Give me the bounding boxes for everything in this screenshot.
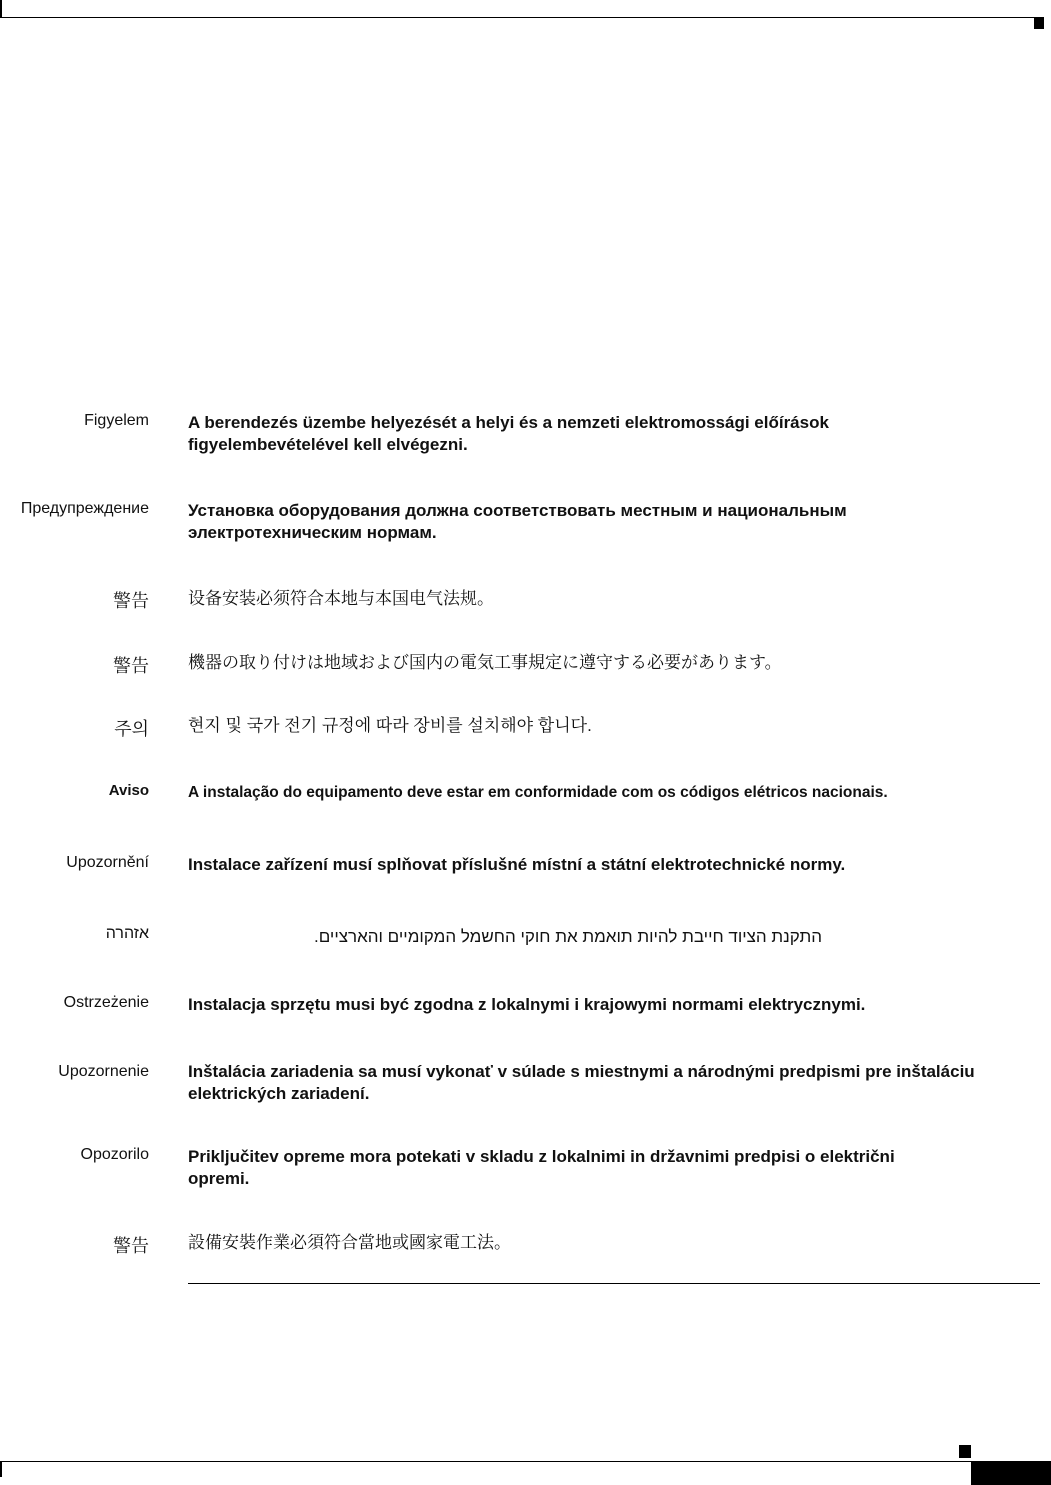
warning-text-korean: 현지 및 국가 전기 규정에 따라 장비를 설치해야 합니다. bbox=[188, 716, 592, 735]
warning-label-chinese-simplified: 警告 bbox=[113, 591, 149, 611]
warning-label-korean: 주의 bbox=[114, 719, 149, 739]
warning-label-japanese: 警告 bbox=[113, 656, 149, 676]
warning-text-polish: Instalacja sprzętu musi być zgodna z lokalnymi i krajowymi normami elektrycznymi. bbox=[188, 995, 866, 1014]
bottom-left-crop-mark bbox=[0, 1461, 2, 1477]
warning-text-hebrew: התקנת הציוד חייבת להיות תואמת את חוקי החשמל המקומיים והארציים. bbox=[314, 927, 822, 946]
warning-label-chinese-traditional: 警告 bbox=[113, 1236, 149, 1256]
top-left-crop-mark bbox=[0, 0, 2, 18]
warning-text-russian: Установка оборудования должна соответствовать местным и национальным электротехническим нормам. bbox=[188, 501, 847, 542]
warning-label-hebrew: אזהרה bbox=[105, 925, 149, 942]
footer-marker bbox=[959, 1445, 971, 1458]
header-rule bbox=[0, 17, 1041, 18]
warning-text-czech: Instalace zařízení musí splňovat příslušné místní a státní elektrotechnické normy. bbox=[188, 855, 846, 874]
warning-text-slovak: Inštalácia zariadenia sa musí vykonať v súlade s miestnymi a národnými predpismi pre inštaláciu elektrických zariadení. bbox=[188, 1062, 975, 1103]
warning-label-slovak: Upozornenie bbox=[58, 1063, 149, 1080]
warning-label-slovenian: Opozorilo bbox=[80, 1146, 149, 1163]
warning-text-japanese: 機器の取り付けは地域および国内の電気工事規定に遵守する必要があります。 bbox=[188, 653, 782, 672]
warning-text-hungarian: A berendezés üzembe helyezését a helyi és a nemzeti elektromossági előírások figyelembevételével kell elvégezni. bbox=[188, 413, 829, 454]
warning-text-chinese-traditional: 設備安裝作業必須符合當地或國家電工法。 bbox=[188, 1233, 511, 1252]
warning-label-hungarian: Figyelem bbox=[84, 412, 149, 429]
warning-label-portuguese: Aviso bbox=[108, 782, 149, 799]
warning-label-russian: Предупреждение bbox=[20, 500, 149, 517]
warning-text-slovenian: Priključitev opreme mora potekati v skladu z lokalnimi in državnimi predpisi o električni opremi. bbox=[188, 1147, 895, 1188]
section-end-rule bbox=[188, 1283, 1040, 1284]
warning-label-polish: Ostrzeżenie bbox=[63, 994, 149, 1011]
warning-text-portuguese: A instalação do equipamento deve estar em conformidade com os códigos elétricos nacionais. bbox=[188, 784, 888, 801]
warning-text-chinese-simplified: 设备安装必须符合本地与本国电气法规。 bbox=[188, 589, 494, 608]
footer-rule bbox=[0, 1461, 1051, 1462]
header-corner-marker bbox=[1034, 17, 1044, 29]
warning-label-czech: Upozornění bbox=[66, 854, 149, 871]
footer-page-tab bbox=[971, 1461, 1051, 1485]
